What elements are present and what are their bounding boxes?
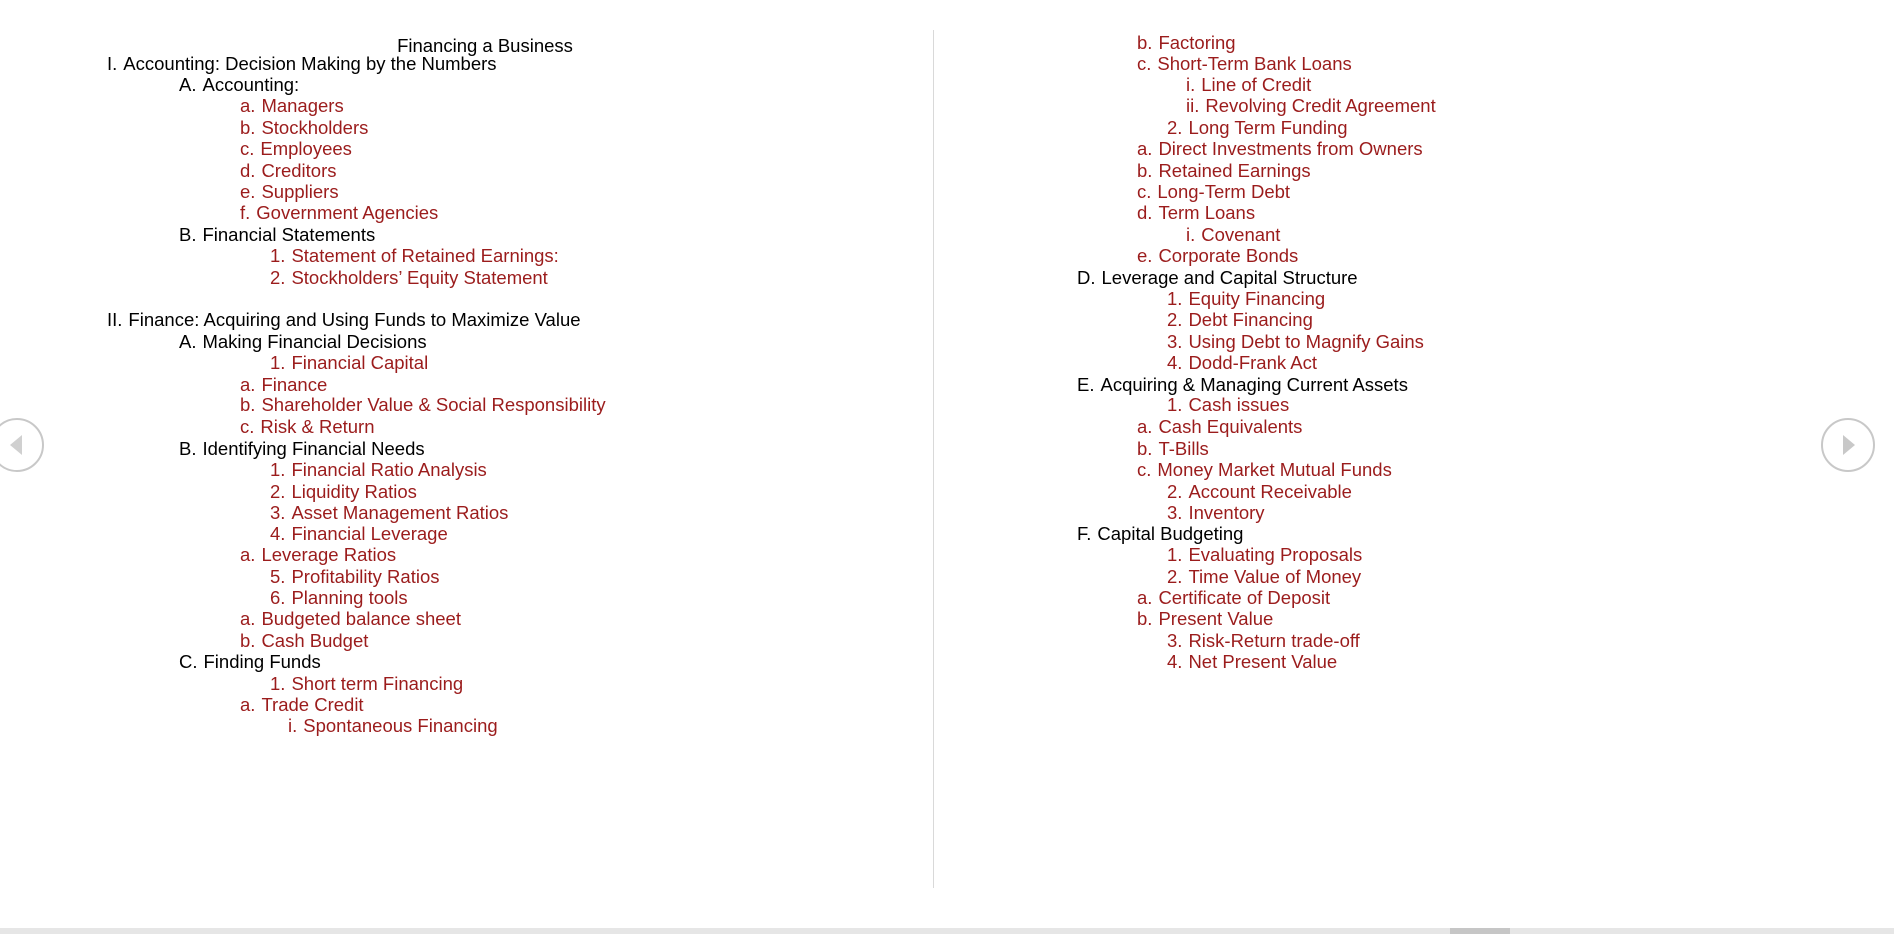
outline-text: Dodd-Frank Act <box>1188 352 1317 373</box>
outline-text: Profitability Ratios <box>291 566 440 587</box>
outline-marker: 2. <box>1167 309 1183 330</box>
outline-marker: 1. <box>270 352 286 373</box>
outline-text: Long Term Funding <box>1188 117 1348 138</box>
outline-text: Shareholder Value & Social Responsibility <box>261 394 606 415</box>
outline-text: Creditors <box>261 160 337 181</box>
outline-marker: II. <box>107 309 123 330</box>
outline-marker: 2. <box>1167 117 1183 138</box>
outline-marker: 2. <box>1167 566 1183 587</box>
outline-marker: b. <box>1137 438 1153 459</box>
outline-text: Making Financial Decisions <box>202 331 427 352</box>
outline-marker: e. <box>1137 245 1153 266</box>
outline-marker: a. <box>240 374 256 395</box>
outline-text: Retained Earnings <box>1158 160 1311 181</box>
outline-text: Evaluating Proposals <box>1188 544 1363 565</box>
previous-page-button[interactable] <box>0 418 44 472</box>
outline-marker: 4. <box>1167 651 1183 672</box>
document-page-left <box>0 0 934 934</box>
outline-text: Risk & Return <box>260 416 375 437</box>
outline-text: T-Bills <box>1158 438 1209 459</box>
outline-text: Statement of Retained Earnings: <box>291 245 559 266</box>
outline-text: Asset Management Ratios <box>291 502 509 523</box>
outline-marker: c. <box>1137 459 1152 480</box>
outline-text: Spontaneous Financing <box>303 715 498 736</box>
outline-marker: c. <box>240 138 255 159</box>
outline-text: Planning tools <box>291 587 408 608</box>
outline-text: Inventory <box>1188 502 1265 523</box>
outline-marker: 2. <box>270 267 286 288</box>
outline-text: Revolving Credit Agreement <box>1205 95 1436 116</box>
outline-marker: c. <box>1137 53 1152 74</box>
outline-text: Employees <box>260 138 352 159</box>
outline-marker: B. <box>179 224 197 245</box>
outline-text: Leverage Ratios <box>261 544 397 565</box>
outline-text: Account Receivable <box>1188 481 1352 502</box>
outline-text: Equity Financing <box>1188 288 1326 309</box>
outline-text: Identifying Financial Needs <box>202 438 425 459</box>
outline-marker: D. <box>1077 267 1096 288</box>
outline-text: Stockholders <box>261 117 369 138</box>
outline-text: Using Debt to Magnify Gains <box>1188 331 1424 352</box>
document-title: Financing a Business <box>397 35 573 56</box>
chevron-right-icon <box>1823 420 1873 470</box>
outline-text: Budgeted balance sheet <box>261 608 461 629</box>
outline-marker: b. <box>240 117 256 138</box>
outline-marker: B. <box>179 438 197 459</box>
outline-marker: I. <box>107 53 118 74</box>
outline-text: Financial Capital <box>291 352 429 373</box>
outline-marker: c. <box>240 416 255 437</box>
outline-marker: d. <box>240 160 256 181</box>
outline-marker: 2. <box>1167 481 1183 502</box>
outline-text: Covenant <box>1201 224 1281 245</box>
outline-text: Time Value of Money <box>1188 566 1362 587</box>
chevron-left-icon <box>0 420 42 470</box>
outline-text: Accounting: Decision Making by the Numbers <box>123 53 497 74</box>
outline-marker: a. <box>240 544 256 565</box>
outline-marker: a. <box>1137 416 1153 437</box>
outline-marker: i. <box>1186 74 1196 95</box>
outline-item <box>270 265 548 291</box>
outline-text: Trade Credit <box>261 694 364 715</box>
outline-marker: E. <box>1077 374 1095 395</box>
outline-marker: 1. <box>270 673 286 694</box>
outline-marker: a. <box>1137 587 1153 608</box>
outline-text: Cash Equivalents <box>1158 416 1303 437</box>
outline-marker: 6. <box>270 587 286 608</box>
outline-text: Liquidity Ratios <box>291 481 417 502</box>
outline-text: Acquiring & Managing Current Assets <box>1100 374 1408 395</box>
outline-item <box>1167 649 1337 675</box>
outline-marker: a. <box>240 694 256 715</box>
outline-marker: 1. <box>270 245 286 266</box>
outline-item <box>107 51 497 77</box>
outline-text: Suppliers <box>261 181 339 202</box>
outline-marker: 1. <box>1167 394 1183 415</box>
outline-marker: 4. <box>270 523 286 544</box>
outline-text: Long-Term Debt <box>1157 181 1291 202</box>
outline-marker: A. <box>179 331 197 352</box>
outline-marker: 3. <box>1167 630 1183 651</box>
outline-marker: 1. <box>1167 288 1183 309</box>
outline-marker: 5. <box>270 566 286 587</box>
outline-text: Accounting: <box>202 74 300 95</box>
outline-marker: d. <box>1137 202 1153 223</box>
outline-marker: c. <box>1137 181 1152 202</box>
outline-text: Stockholders’ Equity Statement <box>291 267 548 288</box>
outline-marker: b. <box>240 394 256 415</box>
outline-text: Line of Credit <box>1201 74 1312 95</box>
outline-marker: 3. <box>1167 502 1183 523</box>
outline-marker: 1. <box>270 459 286 480</box>
outline-marker: a. <box>240 608 256 629</box>
outline-marker: 2. <box>270 481 286 502</box>
next-page-button[interactable] <box>1821 418 1875 472</box>
outline-text: Present Value <box>1158 608 1274 629</box>
outline-marker: 3. <box>1167 331 1183 352</box>
outline-text: Term Loans <box>1158 202 1256 223</box>
outline-item <box>288 713 498 739</box>
outline-text: Short term Financing <box>291 673 464 694</box>
outline-text: Debt Financing <box>1188 309 1313 330</box>
outline-marker: i. <box>288 715 298 736</box>
outline-text: Certificate of Deposit <box>1158 587 1331 608</box>
outline-text: Short-Term Bank Loans <box>1157 53 1352 74</box>
outline-marker: i. <box>1186 224 1196 245</box>
outline-marker: a. <box>240 95 256 116</box>
outline-text: Leverage and Capital Structure <box>1101 267 1358 288</box>
outline-text: Managers <box>261 95 344 116</box>
outline-text: Finance: Acquiring and Using Funds to Maximize Value <box>128 309 581 330</box>
outline-text: Finding Funds <box>203 651 321 672</box>
document-page-right <box>934 0 1868 934</box>
outline-text: Corporate Bonds <box>1158 245 1299 266</box>
outline-marker: b. <box>1137 32 1153 53</box>
outline-text: Government Agencies <box>256 202 439 223</box>
outline-text: Factoring <box>1158 32 1236 53</box>
outline-text: Direct Investments from Owners <box>1158 138 1423 159</box>
outline-text: Financial Ratio Analysis <box>291 459 487 480</box>
outline-marker: b. <box>1137 608 1153 629</box>
outline-marker: 1. <box>1167 544 1183 565</box>
outline-marker: f. <box>240 202 251 223</box>
outline-text: Financial Leverage <box>291 523 448 544</box>
outline-text: Capital Budgeting <box>1097 523 1244 544</box>
outline-text: Cash issues <box>1188 394 1290 415</box>
outline-text: Cash Budget <box>261 630 369 651</box>
scrollbar-thumb[interactable] <box>1450 928 1510 934</box>
outline-text: Financial Statements <box>202 224 376 245</box>
outline-marker: b. <box>1137 160 1153 181</box>
outline-marker: ii. <box>1186 95 1200 116</box>
outline-marker: F. <box>1077 523 1092 544</box>
outline-text: Net Present Value <box>1188 651 1338 672</box>
outline-marker: 4. <box>1167 352 1183 373</box>
outline-marker: 3. <box>270 502 286 523</box>
outline-marker: A. <box>179 74 197 95</box>
outline-marker: b. <box>240 630 256 651</box>
outline-text: Money Market Mutual Funds <box>1157 459 1392 480</box>
outline-marker: a. <box>1137 138 1153 159</box>
outline-marker: e. <box>240 181 256 202</box>
outline-marker: C. <box>179 651 198 672</box>
horizontal-scrollbar[interactable] <box>0 928 1894 934</box>
outline-text: Risk-Return trade-off <box>1188 630 1360 651</box>
outline-text: Finance <box>261 374 328 395</box>
